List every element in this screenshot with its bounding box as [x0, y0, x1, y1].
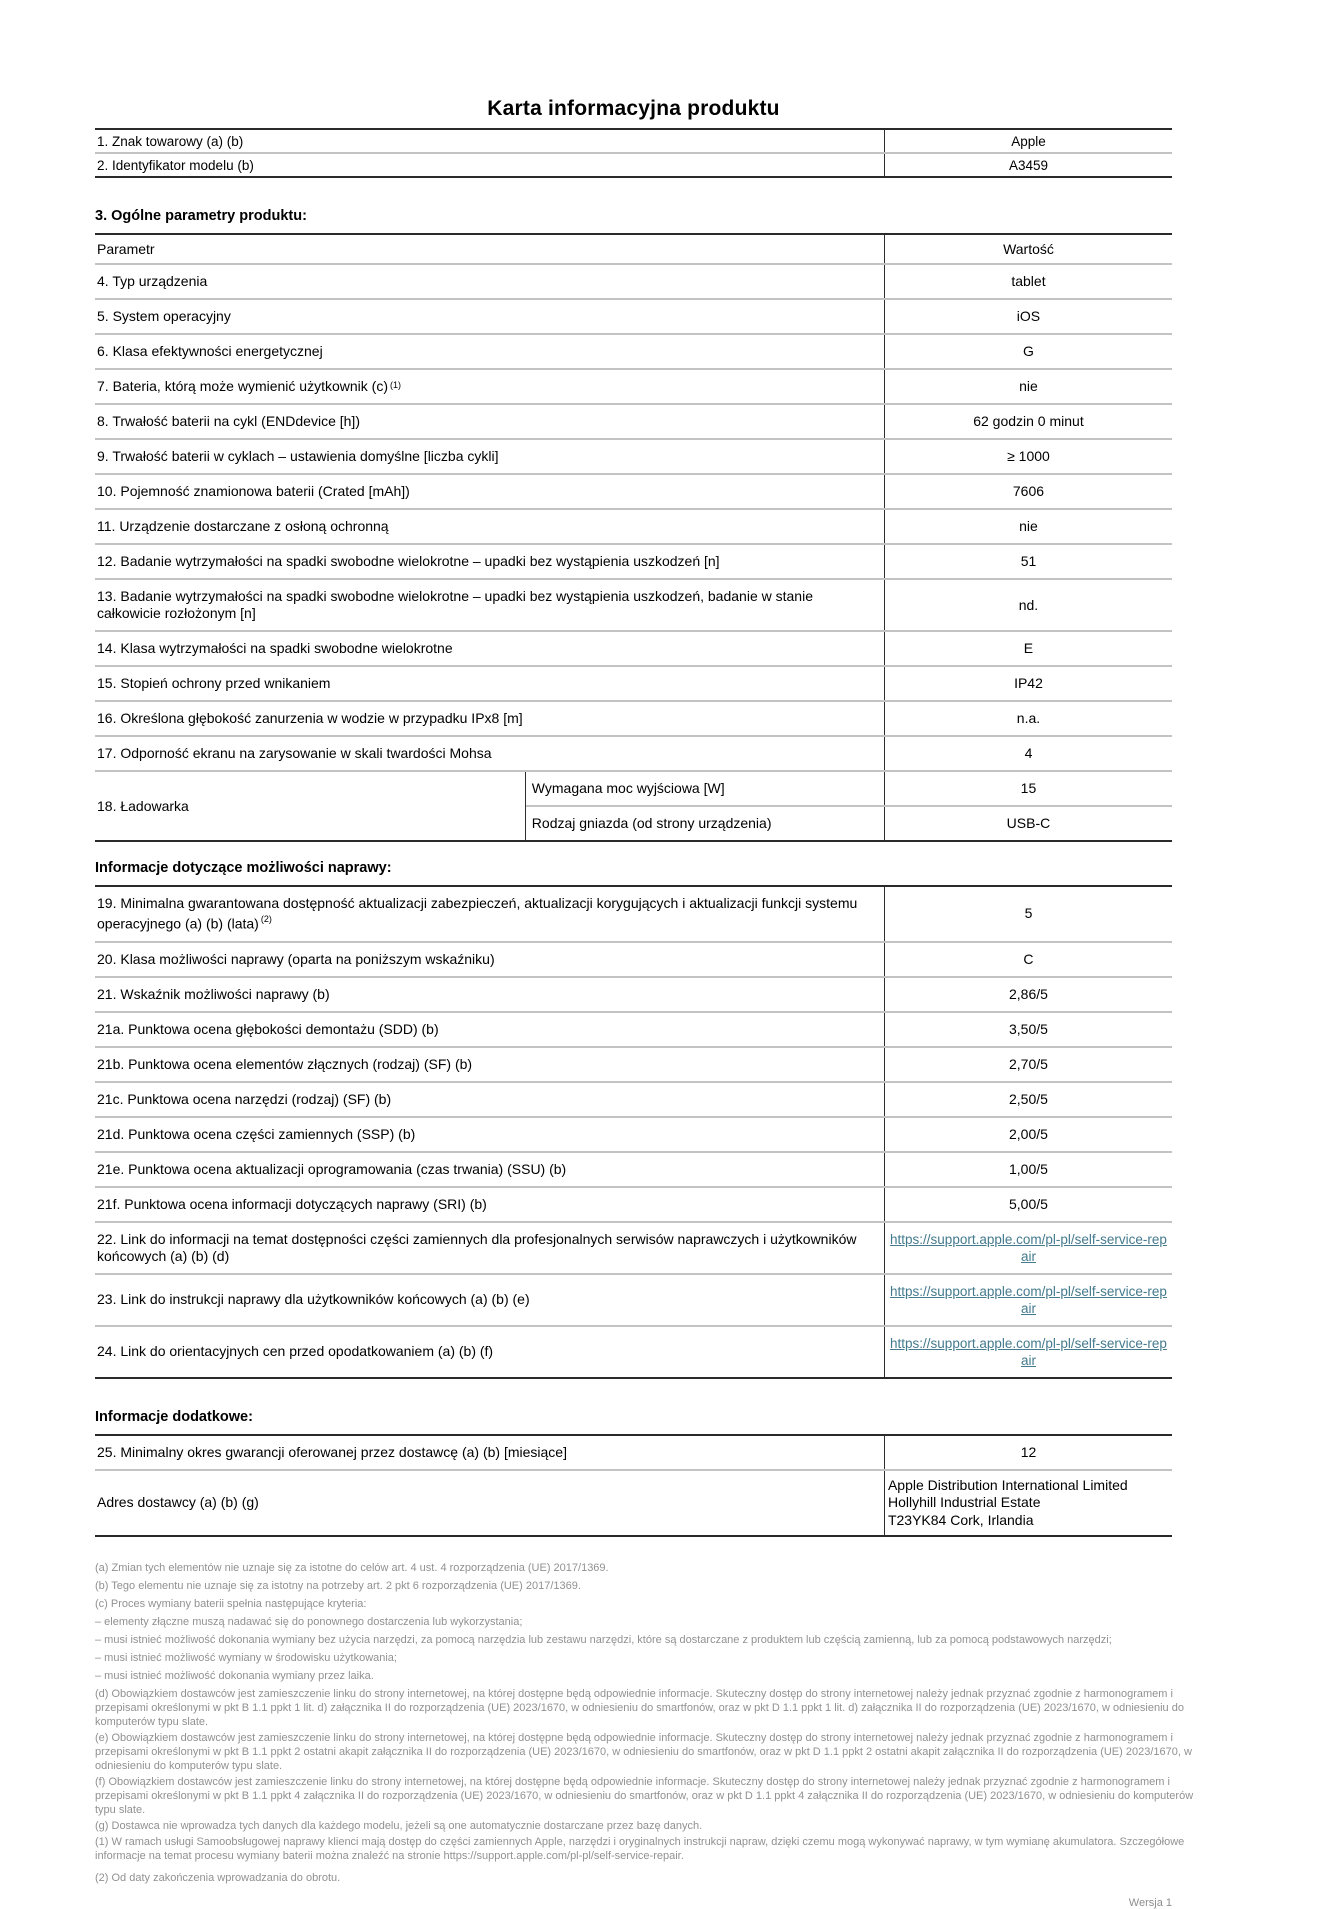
param-value: iOS: [1016, 308, 1041, 324]
param-value: 2,70/5: [1009, 1055, 1048, 1072]
footnotes: [95, 1561, 1194, 1885]
param-value: USB-C: [1006, 815, 1051, 831]
param-value: 4: [1024, 745, 1033, 761]
footnote-d: (d) Obowiązkiem dostawców jest zamieszczenie linku do strony internetowej, na której dostępne będą odpowiednie informacje. Skuteczny dostęp do strony internetowej należy jednak przyznać zgodnie z harmonogramem i przepisami określonymi w pkt B 1.1 ppkt 1 lit. d) załącznika II do rozporządzenia (UE) 2023/1670, w odniesieniu do smartfonów, oraz w pkt D 1.1 ppkt 1 lit. d) załącznika II do rozporządzenia (UE) 2023/1670, w odniesieniu do komputerów typu slate.: [95, 1688, 1184, 1729]
table-row: [95, 887, 1172, 941]
param-value: nie: [1019, 518, 1038, 534]
param-label: 6. Klasa efektywności energetycznej: [95, 335, 885, 368]
param-label: 25. Minimalny okres gwarancji oferowanej przez dostawcę (a) (b) [miesiące]: [95, 1436, 885, 1469]
column-header-parametr: Parametr: [95, 235, 885, 263]
footnote-superscript: (1): [389, 380, 401, 390]
footnote-e: (e) Obowiązkiem dostawców jest zamieszczenie linku do strony internetowej, na której dostępne będą odpowiednie informacje. Skuteczny dostęp do strony internetowej należy jednak przyznać zgodnie z harmonogramem i przepisami określonymi w pkt B 1.1 ppkt 2 ostatni akapit załącznika II do rozporządzenia (UE) 2023/1670, w odniesieniu do smartfonów, oraz w pkt D 1.1 ppkt 2 ostatni akapit załącznika II do rozporządzenia (UE) 2023/1670, w odniesieniu do komputerów typu slate.: [95, 1732, 1192, 1773]
param-value: 7606: [1012, 483, 1045, 499]
param-value: 51: [1020, 553, 1037, 569]
table-row: [95, 578, 1172, 630]
param-label: 12. Badanie wytrzymałości na spadki swobodne wielokrotne – upadki bez wystąpienia uszkodzeń [n]: [95, 545, 885, 578]
section-heading-repair: Informacje dotyczące możliwości naprawy:: [95, 860, 392, 876]
param-label: 5. System operacyjny: [95, 300, 885, 333]
param-label: 8. Trwałość baterii na cykl (ENDdevice [h]): [95, 405, 885, 438]
table-header-row: [95, 235, 1172, 263]
table-row: [95, 700, 1172, 735]
footnote-c-bullet-2: – musi istnieć możliwość dokonania wymiany bez użycia narzędzi, za pomocą narzędzia lub zestawu narzędzi, które są dostarczane z produktem lub częścią zamienną, lub za pomocą podstawowych narzędzi;: [95, 1634, 1112, 1647]
param-label: 21d. Punktowa ocena części zamiennych (SSP) (b): [95, 1118, 885, 1151]
table-row: [95, 508, 1172, 543]
param-value: 2,00/5: [1009, 1125, 1048, 1142]
param-label: 9. Trwałość baterii w cyklach – ustawienia domyślne [liczba cykli]: [95, 440, 885, 473]
param-label: 22. Link do informacji na temat dostępności części zamiennych dla profesjonalnych serwisów naprawczych i użytkowników końcowych (a) (b) (d): [95, 1223, 885, 1273]
param-value: 15: [1020, 780, 1037, 796]
table-row: [95, 368, 1172, 403]
footnote-2: (2) Od daty zakończenia wprowadzania do obrotu.: [95, 1872, 341, 1885]
table-row: [95, 130, 1172, 152]
table-row: [95, 1151, 1172, 1186]
param-label: 24. Link do orientacyjnych cen przed opodatkowaniem (a) (b) (f): [95, 1327, 885, 1377]
table-row: [95, 630, 1172, 665]
param-label: 4. Typ urządzenia: [95, 265, 885, 298]
version-label: Wersja 1: [1128, 1897, 1172, 1909]
param-label: 13. Badanie wytrzymałości na spadki swobodne wielokrotne – upadki bez wystąpienia uszkodzeń, badanie w stanie całkowicie rozłożonym [n]: [95, 580, 885, 630]
param-value: A3459: [1008, 157, 1048, 173]
param-value: nd.: [1018, 596, 1039, 613]
table-row: [95, 1325, 1172, 1377]
product-information-sheet: [95, 0, 1194, 1909]
table-row: [95, 403, 1172, 438]
table-row: [95, 1221, 1172, 1273]
param-value: [885, 1223, 1172, 1273]
table-row: [95, 976, 1172, 1011]
footnote-superscript: (2): [260, 914, 272, 924]
identification-table: [95, 128, 1172, 178]
param-label: 20. Klasa możliwości naprawy (oparta na poniższym wskaźniku): [95, 943, 885, 976]
param-label: 23. Link do instrukcji naprawy dla użytkowników końcowych (a) (b) (e): [95, 1275, 885, 1325]
supplier-address-line: T23YK84 Cork, Irlandia: [887, 1511, 1034, 1528]
table-row: [95, 333, 1172, 368]
param-label: 21c. Punktowa ocena narzędzi (rodzaj) (SF) (b): [95, 1083, 885, 1116]
supplier-address-line: Apple Distribution International Limited: [887, 1476, 1128, 1493]
table-row: [95, 1186, 1172, 1221]
param-label: 16. Określona głębokość zanurzenia w wodzie w przypadku IPx8 [m]: [95, 702, 885, 735]
param-label: 21a. Punktowa ocena głębokości demontażu (SDD) (b): [95, 1013, 885, 1046]
table-row: [95, 1011, 1172, 1046]
table-row: [95, 1273, 1172, 1325]
supplier-address: [885, 1471, 1172, 1536]
param-value: nie: [1019, 378, 1038, 394]
param-value: ≥ 1000: [1007, 448, 1050, 464]
table-row: [95, 438, 1172, 473]
param-label: 15. Stopień ochrony przed wnikaniem: [95, 667, 885, 700]
footnote-c-bullet-1: – elementy złączne muszą nadawać się do ponownego dostarczenia lub wykorzystania;: [95, 1616, 523, 1629]
param-value: [885, 1275, 1172, 1325]
param-label: 19. Minimalna gwarantowana dostępność aktualizacji zabezpieczeń, aktualizacji korygujących i aktualizacji funkcji systemu operacyjnego (a) (b) (lata) $^{(2)}$: [95, 887, 885, 941]
table-row: [95, 1116, 1172, 1151]
footnote-f: (f) Obowiązkiem dostawców jest zamieszczenie linku do strony internetowej, na której dostępne będą odpowiednie informacje. Skuteczny dostęp do strony internetowej należy jednak przyznać zgodnie z harmonogramem i przepisami określonymi w pkt B 1.1 ppkt 4 załącznika II do rozporządzenia (UE) 2023/1670, w odniesieniu do smartfonów, oraz w pkt D 1.1 ppkt 4 załącznika II do rozporządzenia (UE) 2023/1670, w odniesieniu do komputerów typu slate.: [95, 1776, 1194, 1817]
section-heading-general: 3. Ogólne parametry produktu:: [95, 208, 307, 224]
param-label: 21b. Punktowa ocena elementów złącznych (rodzaj) (SF) (b): [95, 1048, 885, 1081]
param-value: C: [1023, 950, 1034, 967]
table-row: [95, 665, 1172, 700]
table-row-charger: [95, 770, 1172, 840]
param-value: 1,00/5: [1009, 1160, 1048, 1177]
self-service-repair-link[interactable]: https://support.apple.com/pl-pl/self-service-repair: [890, 1231, 1167, 1264]
param-value: E: [1023, 640, 1034, 656]
additional-information-table: [95, 1434, 1172, 1538]
param-label: 18. Ładowarka: [95, 772, 526, 840]
param-label: 21e. Punktowa ocena aktualizacji oprogramowania (czas trwania) (SSU) (b): [95, 1153, 885, 1186]
section-heading-additional: Informacje dodatkowe:: [95, 1408, 253, 1425]
table-row: [95, 735, 1172, 770]
table-row: [95, 152, 1172, 176]
repairability-table: [95, 885, 1172, 1379]
param-value: [885, 1327, 1172, 1377]
param-label: 17. Odporność ekranu na zarysowanie w skali twardości Mohsa: [95, 737, 885, 770]
param-label: 7. Bateria, którą może wymienić użytkownik (c) $^{(1)}$: [95, 370, 885, 403]
footnote-c-bullet-3: – musi istnieć możliwość wymiany w środowisku użytkowania;: [95, 1652, 397, 1665]
table-row: [95, 1469, 1172, 1536]
param-value: 62 godzin 0 minut: [973, 413, 1084, 429]
param-label: 10. Pojemność znamionowa baterii (Crated [mAh]): [95, 475, 885, 508]
param-value: tablet: [1011, 273, 1046, 289]
param-value: 2,86/5: [1009, 985, 1048, 1002]
charger-subrow: [526, 772, 1172, 805]
param-label: 1. Znak towarowy (a) (b): [95, 130, 885, 152]
table-row: [95, 298, 1172, 333]
footnote-b: (b) Tego elementu nie uznaje się za istotny na potrzeby art. 2 pkt 6 rozporządzenia (UE) 2017/1369.: [95, 1580, 581, 1593]
table-row: [95, 1046, 1172, 1081]
table-row: [95, 263, 1172, 298]
page-title: Karta informacyjna produktu: [487, 97, 780, 120]
param-label: 21f. Punktowa ocena informacji dotyczących naprawy (SRI) (b): [95, 1188, 885, 1221]
supplier-address-line: Hollyhill Industrial Estate: [887, 1494, 1041, 1511]
param-value: IP42: [1014, 675, 1043, 691]
footnote-1: (1) W ramach usługi Samoobsługowej naprawy klienci mają dostęp do części zamiennych Apple, narzędzi i oryginalnych instrukcji napraw, dzięki czemu mogą wykonywać naprawy, w tym wymianę akumulatora. Szczegółowe informacje na temat procesu wymiany baterii można znaleźć na stronie https://support.apple.com/pl-pl/self-service-repair.: [95, 1836, 1185, 1863]
table-row: [95, 1436, 1172, 1469]
footnote-a: (a) Zmian tych elementów nie uznaje się za istotne do celów art. 4 ust. 4 rozporządzenia (UE) 2017/1369.: [95, 1562, 609, 1575]
footnote-g: (g) Dostawca nie wprowadza tych danych dla każdego modelu, jeżeli są one automatycznie dostarczane przez bazę danych.: [95, 1820, 703, 1833]
table-row: [95, 941, 1172, 976]
charger-subtable: [526, 772, 1172, 840]
charger-subrow: [526, 805, 1172, 840]
param-label: 21. Wskaźnik możliwości naprawy (b): [95, 978, 885, 1011]
column-header-wartosc: Wartość: [1003, 240, 1054, 257]
table-row: [95, 473, 1172, 508]
param-label: 14. Klasa wytrzymałości na spadki swobodne wielokrotne: [95, 632, 885, 665]
param-value: 5,00/5: [1009, 1195, 1048, 1212]
param-value: 2,50/5: [1009, 1090, 1048, 1107]
self-service-repair-link[interactable]: https://support.apple.com/pl-pl/self-service-repair: [890, 1335, 1167, 1368]
param-value: Apple: [1011, 133, 1046, 149]
self-service-repair-link[interactable]: https://support.apple.com/pl-pl/self-service-repair: [890, 1283, 1167, 1316]
param-value: 3,50/5: [1009, 1020, 1048, 1037]
charger-sublabel: Rodzaj gniazda (od strony urządzenia): [526, 807, 885, 840]
table-row: [95, 543, 1172, 578]
table-row: [95, 1081, 1172, 1116]
param-value: n.a.: [1016, 710, 1041, 726]
general-parameters-table: [95, 233, 1172, 842]
param-value: G: [1023, 343, 1034, 359]
param-value: 12: [1020, 1443, 1037, 1460]
footnote-c: (c) Proces wymiany baterii spełnia następujące kryteria:: [95, 1598, 367, 1611]
param-label: 11. Urządzenie dostarczane z osłoną ochronną: [95, 510, 885, 543]
param-value: 5: [1024, 905, 1033, 922]
param-label: Adres dostawcy (a) (b) (g): [95, 1471, 885, 1536]
param-label: 2. Identyfikator modelu (b): [95, 154, 885, 176]
charger-sublabel: Wymagana moc wyjściowa [W]: [526, 772, 885, 805]
footnote-c-bullet-4: – musi istnieć możliwość dokonania wymiany przez laika.: [95, 1670, 374, 1683]
